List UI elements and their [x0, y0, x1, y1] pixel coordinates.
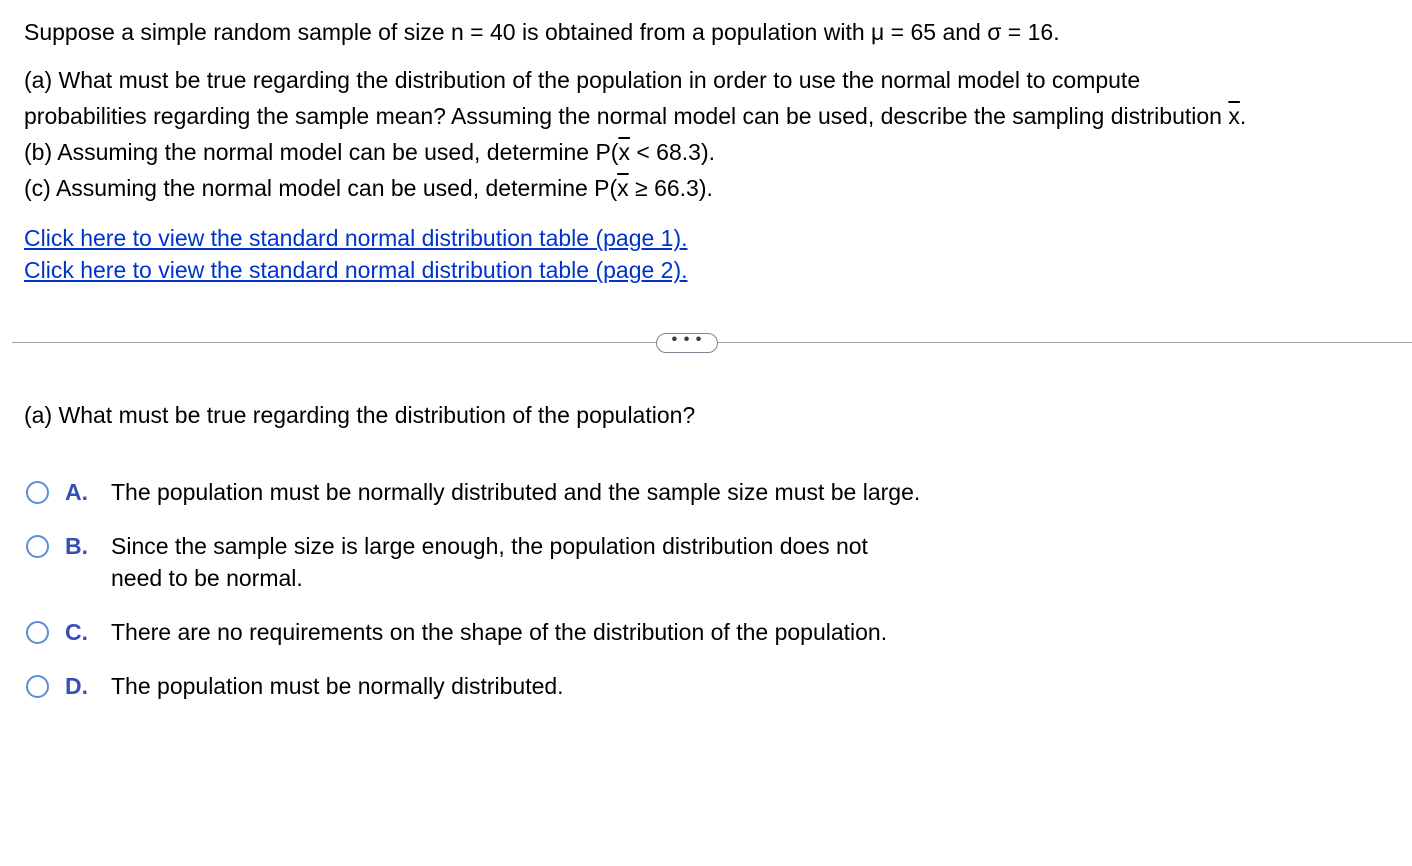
x-bar-symbol: $\overline{x}$: [617, 175, 629, 201]
normal-table-page2-link[interactable]: Click here to view the standard normal distribution table (page 2).: [24, 257, 688, 283]
ellipsis-icon: • • •: [671, 331, 703, 348]
option-c[interactable]: [26, 616, 920, 648]
radio-button-b[interactable]: [26, 535, 49, 558]
question-prompt: (a) What must be true regarding the distribution of the population?: [24, 402, 696, 428]
part-b-end: < 68.3).: [629, 139, 715, 165]
part-c-end: ≥ 66.3).: [628, 175, 713, 201]
part-b-text: (b) Assuming the normal model can be used, determine P(: [24, 139, 619, 165]
part-c: [24, 170, 1409, 206]
radio-button-d[interactable]: [26, 675, 49, 698]
option-letter-b: B.: [65, 533, 88, 559]
option-letter-c: C.: [65, 619, 88, 645]
option-d[interactable]: [26, 670, 920, 702]
part-b: [24, 134, 1409, 170]
option-text-b-line2: need to be normal.: [111, 565, 303, 591]
problem-intro: Suppose a simple random sample of size n = 40 is obtained from a population with μ = 65 and σ = 16.: [24, 19, 1060, 45]
expand-button[interactable]: [656, 333, 718, 353]
normal-table-page1-link[interactable]: Click here to view the standard normal distribution table (page 1).: [24, 225, 688, 251]
part-a-line1: (a) What must be true regarding the distribution of the population in order to use the normal model to compute: [24, 67, 1141, 93]
part-a-line2: [24, 98, 1409, 134]
part-c-text: (c) Assuming the normal model can be used, determine P(: [24, 175, 618, 201]
x-bar-symbol: $\overline{x}$: [1228, 103, 1240, 129]
option-text-b: [111, 530, 868, 594]
radio-button-c[interactable]: [26, 621, 49, 644]
option-text-a: The population must be normally distributed and the sample size must be large.: [111, 479, 921, 505]
option-a[interactable]: [26, 476, 920, 508]
option-text-d: The population must be normally distributed.: [111, 673, 564, 699]
part-a-line2-text: probabilities regarding the sample mean? Assuming the normal model can be used, describe the sampling distribution: [24, 103, 1229, 129]
option-text-c: There are no requirements on the shape of the distribution of the population.: [111, 619, 888, 645]
x-bar-symbol: $\overline{x}$: [618, 139, 630, 165]
radio-button-a[interactable]: [26, 481, 49, 504]
option-text-b-line1: Since the sample size is large enough, the population distribution does not: [111, 533, 868, 559]
problem-statement: [24, 14, 1409, 206]
option-letter-a: A.: [65, 479, 88, 505]
option-letter-d: D.: [65, 673, 88, 699]
answer-options: [26, 476, 920, 724]
table-links: [24, 222, 688, 286]
option-b[interactable]: [26, 530, 920, 594]
part-a-line2-end: .: [1239, 103, 1247, 129]
